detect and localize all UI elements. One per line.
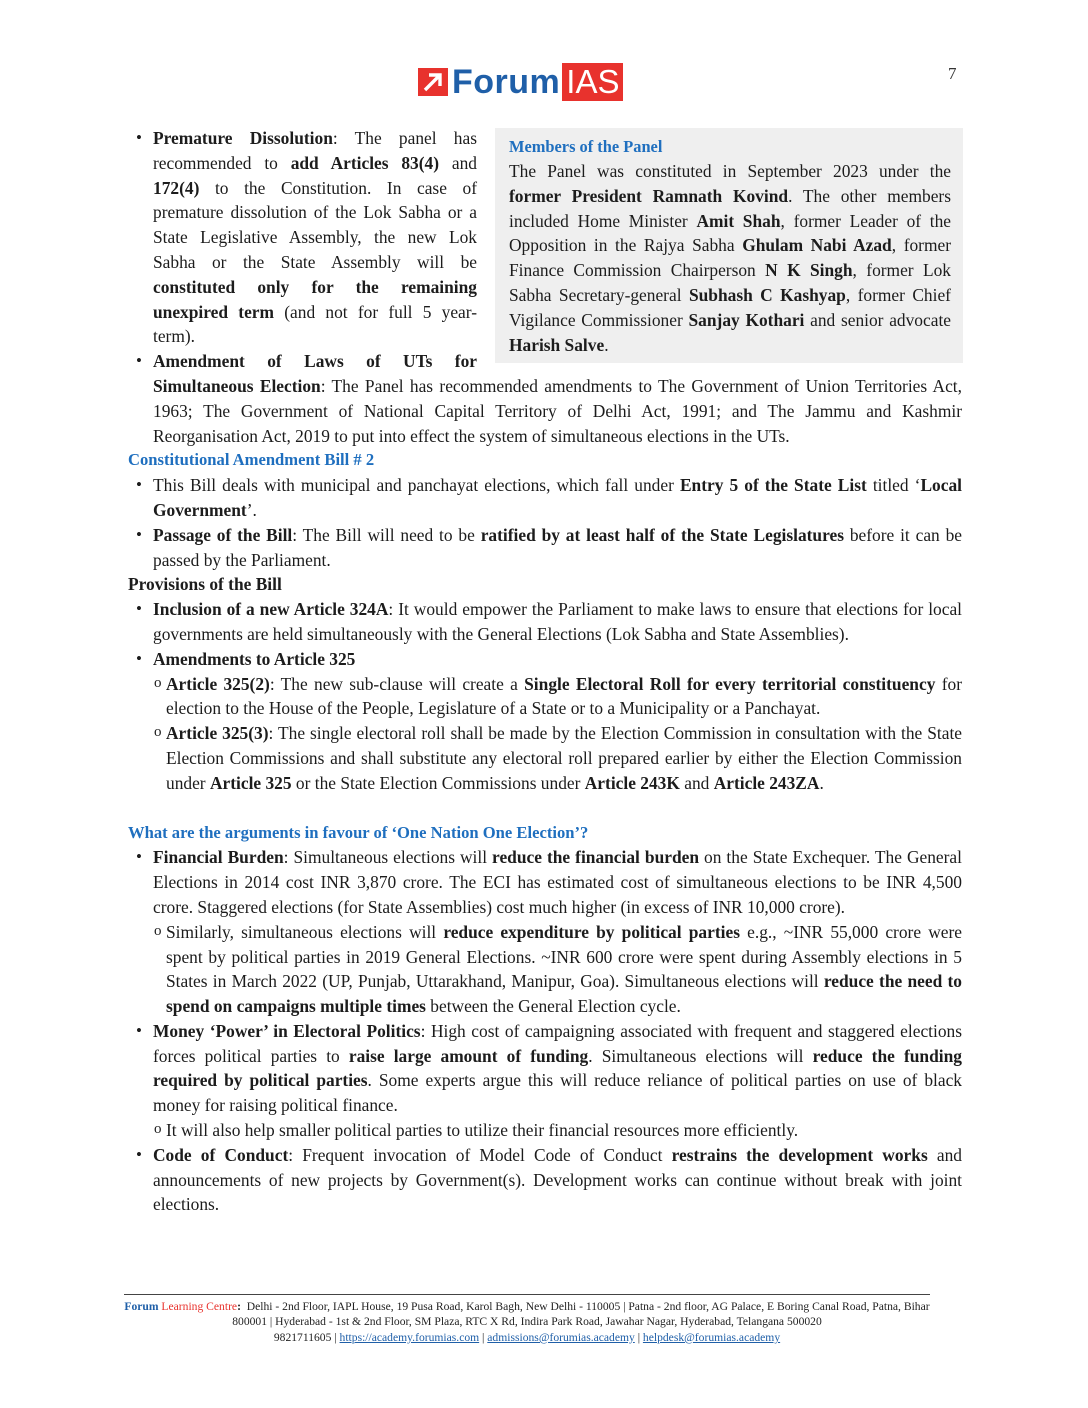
panel-box-title: Members of the Panel <box>509 137 663 156</box>
footer-link-admissions[interactable]: admissions@forumias.academy <box>487 1330 635 1344</box>
bullet-financial-burden: • Financial Burden: Simultaneous elections will reduce the financial burden on the State Exchequer. The General Elections in 2014 cost INR 3,870 crore. The ECI has estimated cost of simultaneous elections to be INR 4,500 crore. Staggered elections (for State Assemblies) cost much higher (in excess of INR 10,000 crore). <box>128 845 962 919</box>
favour-list <box>128 845 962 1217</box>
premature-list <box>128 126 962 448</box>
bullet-article-324a: • Inclusion of a new Article 324A: It would empower the Parliament to make laws to ensure that elections for local governments are held simultaneously with the General Elections (Lok Sabha and State Assemblies). <box>128 597 962 647</box>
logo-forum-text: Forum <box>452 62 561 101</box>
page-footer <box>124 1294 930 1345</box>
bullet-premature-dissolution: • Premature Dissolution: The panel has recommended to add Articles 83(4) and 172(4) to the Constitution. In case of premature dissolution of the Lok Sabha or a State Legislative Assembly, the new Lok Sabha or the State Assembly will be constituted only for the remaining unexpired term (and not for full 5 year-term). <box>128 126 962 349</box>
page-number: 7 <box>948 64 957 83</box>
arrow-logo-icon <box>418 68 448 96</box>
footer-link-academy[interactable]: https://academy.forumias.com <box>339 1330 480 1344</box>
panel-box-text: The Panel was constituted in September 2023 under the former President Ramnath Kovind. The other members included Home Minister Amit Shah, former Leader of the Opposition in the Rajya Sabha Ghulam Nabi Azad, former Finance Commission Chairperson N K Singh, former Lok Sabha Secretary-general Subhash C Kashyap, former Chief Vigilance Commissioner Sanjay Kothari and senior advocate Harish Salve. <box>509 161 952 355</box>
footer-phone: 9821711605 <box>273 1330 332 1344</box>
footer-link-helpdesk[interactable]: helpdesk@forumias.academy <box>642 1330 781 1344</box>
heading-provisions-of-bill: Provisions of the Bill <box>128 574 282 595</box>
bullet-code-of-conduct: • Code of Conduct: Frequent invocation of Model Code of Conduct restrains the development works and announcements of new projects by Government(s). Development works can continue without break with joint elections. <box>128 1143 962 1217</box>
bullet-money-power: • Money ‘Power’ in Electoral Politics: High cost of campaigning associated with frequent and staggered elections forces political parties to raise large amount of funding. Simultaneous elections will reduce the funding required by political parties. Some experts argue this will reduce reliance of political parties on use of black money for raising political finance. <box>128 1019 962 1118</box>
page-content <box>128 126 962 1217</box>
footer-address: Forum Learning Centre: Delhi - 2nd Floor, IAPL House, 19 Pusa Road, Karol Bagh, New Delhi - 110005 | Patna - 2nd floor, AG Palace, E Boring Canal Road, Patna, Bihar 800001 | Hyderabad - 1st & 2nd Floor, SM Plaza, RTC X Rd, Indira Park Road, Jawahar Nagar, Hyderabad, Telangana 500020 <box>124 1300 930 1329</box>
section-spacer <box>128 796 962 821</box>
subbullet-article-325-3: o Article 325(3): The single electoral roll shall be made by the Election Commission in consultation with the State Election Commissions and shall substitute any electoral roll prepared earlier by either the Election Commission under Article 325 or the State Election Commissions under Article 243K and Article 243ZA. <box>128 721 962 795</box>
cab2-list <box>128 473 962 572</box>
bullet-municipal-panchayat: • This Bill deals with municipal and panchayat elections, which fall under Entry 5 of the State List titled ‘Local Government’. <box>128 473 962 523</box>
bullet-passage-of-bill: • Passage of the Bill: The Bill will need to be ratified by at least half of the State Legislatures before it can be passed by the Parliament. <box>128 523 962 573</box>
heading-arguments-in-favour: What are the arguments in favour of ‘One Nation One Election’? <box>128 822 589 842</box>
provisions-list <box>128 597 962 795</box>
bullet-amendments-article-325: • Amendments to Article 325 <box>128 647 962 672</box>
subbullet-party-expenditure: o Similarly, simultaneous elections will reduce expenditure by political parties e.g., ~INR 55,000 crore were spent by political parties in 2019 General Elections. ~INR 600 crore were spent during Assembly elections in 5 States in March 2022 (UP, Punjab, Uttarakhand, Manipur, Goa). Simultaneous elections will reduce the need to spend on campaigns multiple times between the General Election cycle. <box>128 920 962 1019</box>
forumias-logo <box>418 62 623 102</box>
logo-ias-text: IAS <box>562 63 623 101</box>
heading-constitutional-amendment-bill-2: Constitutional Amendment Bill # 2 <box>128 450 375 470</box>
footer-contacts: 9821711605 | https://academy.forumias.com | admissions@forumias.academy | helpdesk@forumias.academy <box>273 1330 781 1344</box>
subbullet-article-325-2: o Article 325(2): The new sub-clause will create a Single Electoral Roll for every territorial constituency for election to the House of the People, Legislature of a State or to a Municipality or a Panchayat. <box>128 672 962 722</box>
subbullet-smaller-parties: o It will also help smaller political parties to utilize their financial resources more efficiently. <box>128 1118 962 1143</box>
bullet-ut-laws-amendment: • Amendment of Laws of UTs for Simultaneous Election: The Panel has recommended amendments to The Government of Union Territories Act, 1963; The Government of National Capital Territory of Delhi Act, 1991; and The Jammu and Kashmir Reorganisation Act, 2019 to put into effect the system of simultaneous elections in the UTs. <box>128 349 962 448</box>
